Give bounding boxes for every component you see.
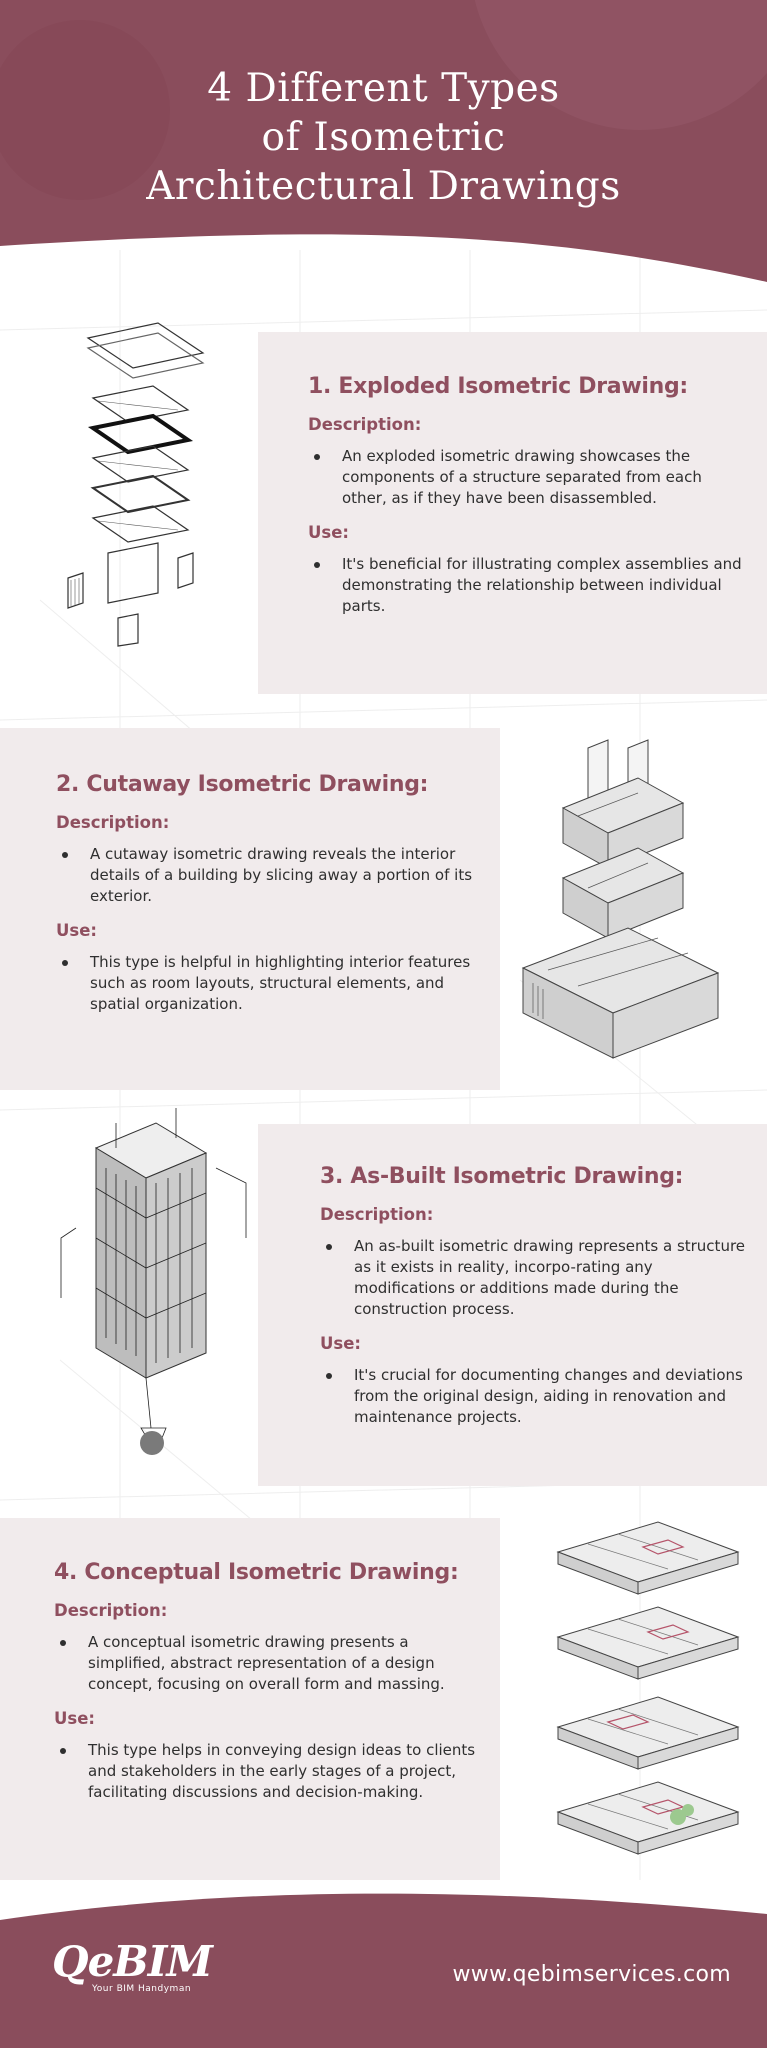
use-text: It's crucial for documenting changes and deviations from the original design, aiding in renovation and maintenance projects.	[320, 1365, 745, 1428]
section-card-exploded	[258, 332, 767, 694]
use-label: Use:	[54, 1709, 96, 1728]
description-label: Description:	[320, 1205, 434, 1224]
section-card-conceptual	[0, 1518, 500, 1880]
description-text: A conceptual isometric drawing presents a simplified, abstract representation of a design concept, focusing on overall form and massing.	[54, 1632, 478, 1695]
section-heading: 2. Cutaway Isometric Drawing:	[56, 772, 429, 797]
section-heading: 1. Exploded Isometric Drawing:	[308, 374, 688, 399]
use-label: Use:	[56, 921, 98, 940]
description-text: An as-built isometric drawing represents a structure as it exists in reality, incorpo-rating any modifications or additions made during the construction process.	[320, 1236, 745, 1320]
logo-tagline: Your BIM Handyman	[92, 1984, 192, 1994]
cutaway-building-icon	[518, 738, 738, 1068]
section-card-as-built	[258, 1124, 767, 1486]
section-card-cutaway	[0, 728, 500, 1090]
use-label: Use:	[320, 1334, 362, 1353]
page-title	[0, 64, 767, 211]
qebim-logo	[52, 1937, 212, 1994]
title-line-3: Architectural Drawings	[146, 164, 621, 209]
title-line-1: 4 Different Types	[207, 66, 560, 111]
conceptual-floors-icon	[548, 1512, 744, 1872]
exploded-building-icon	[48, 318, 208, 648]
logo-wordmark: QeBIM	[52, 1937, 212, 1986]
use-text: It's beneficial for illustrating complex assemblies and demonstrating the relationship between individual parts.	[308, 554, 743, 617]
section-heading: 3. As-Built Isometric Drawing:	[320, 1164, 684, 1189]
description-text: A cutaway isometric drawing reveals the interior details of a building by slicing away a portion of its exterior.	[56, 844, 478, 907]
as-built-tower-icon	[56, 1108, 256, 1468]
use-text: This type helps in conveying design ideas to clients and stakeholders in the early stages of a project, facilitating discussions and decision-making.	[54, 1740, 478, 1803]
use-label: Use:	[308, 523, 350, 542]
description-label: Description:	[308, 415, 422, 434]
description-label: Description:	[54, 1601, 168, 1620]
description-text: An exploded isometric drawing showcases the components of a structure separated from each other, as if they have been disassembled.	[308, 446, 743, 509]
description-label: Description:	[56, 813, 170, 832]
use-text: This type is helpful in highlighting interior features such as room layouts, structural elements, and spatial organization.	[56, 952, 478, 1015]
section-heading: 4. Conceptual Isometric Drawing:	[54, 1560, 459, 1585]
title-line-2: of Isometric	[261, 115, 506, 160]
website-link[interactable]: www.qebimservices.com	[452, 1962, 731, 1987]
